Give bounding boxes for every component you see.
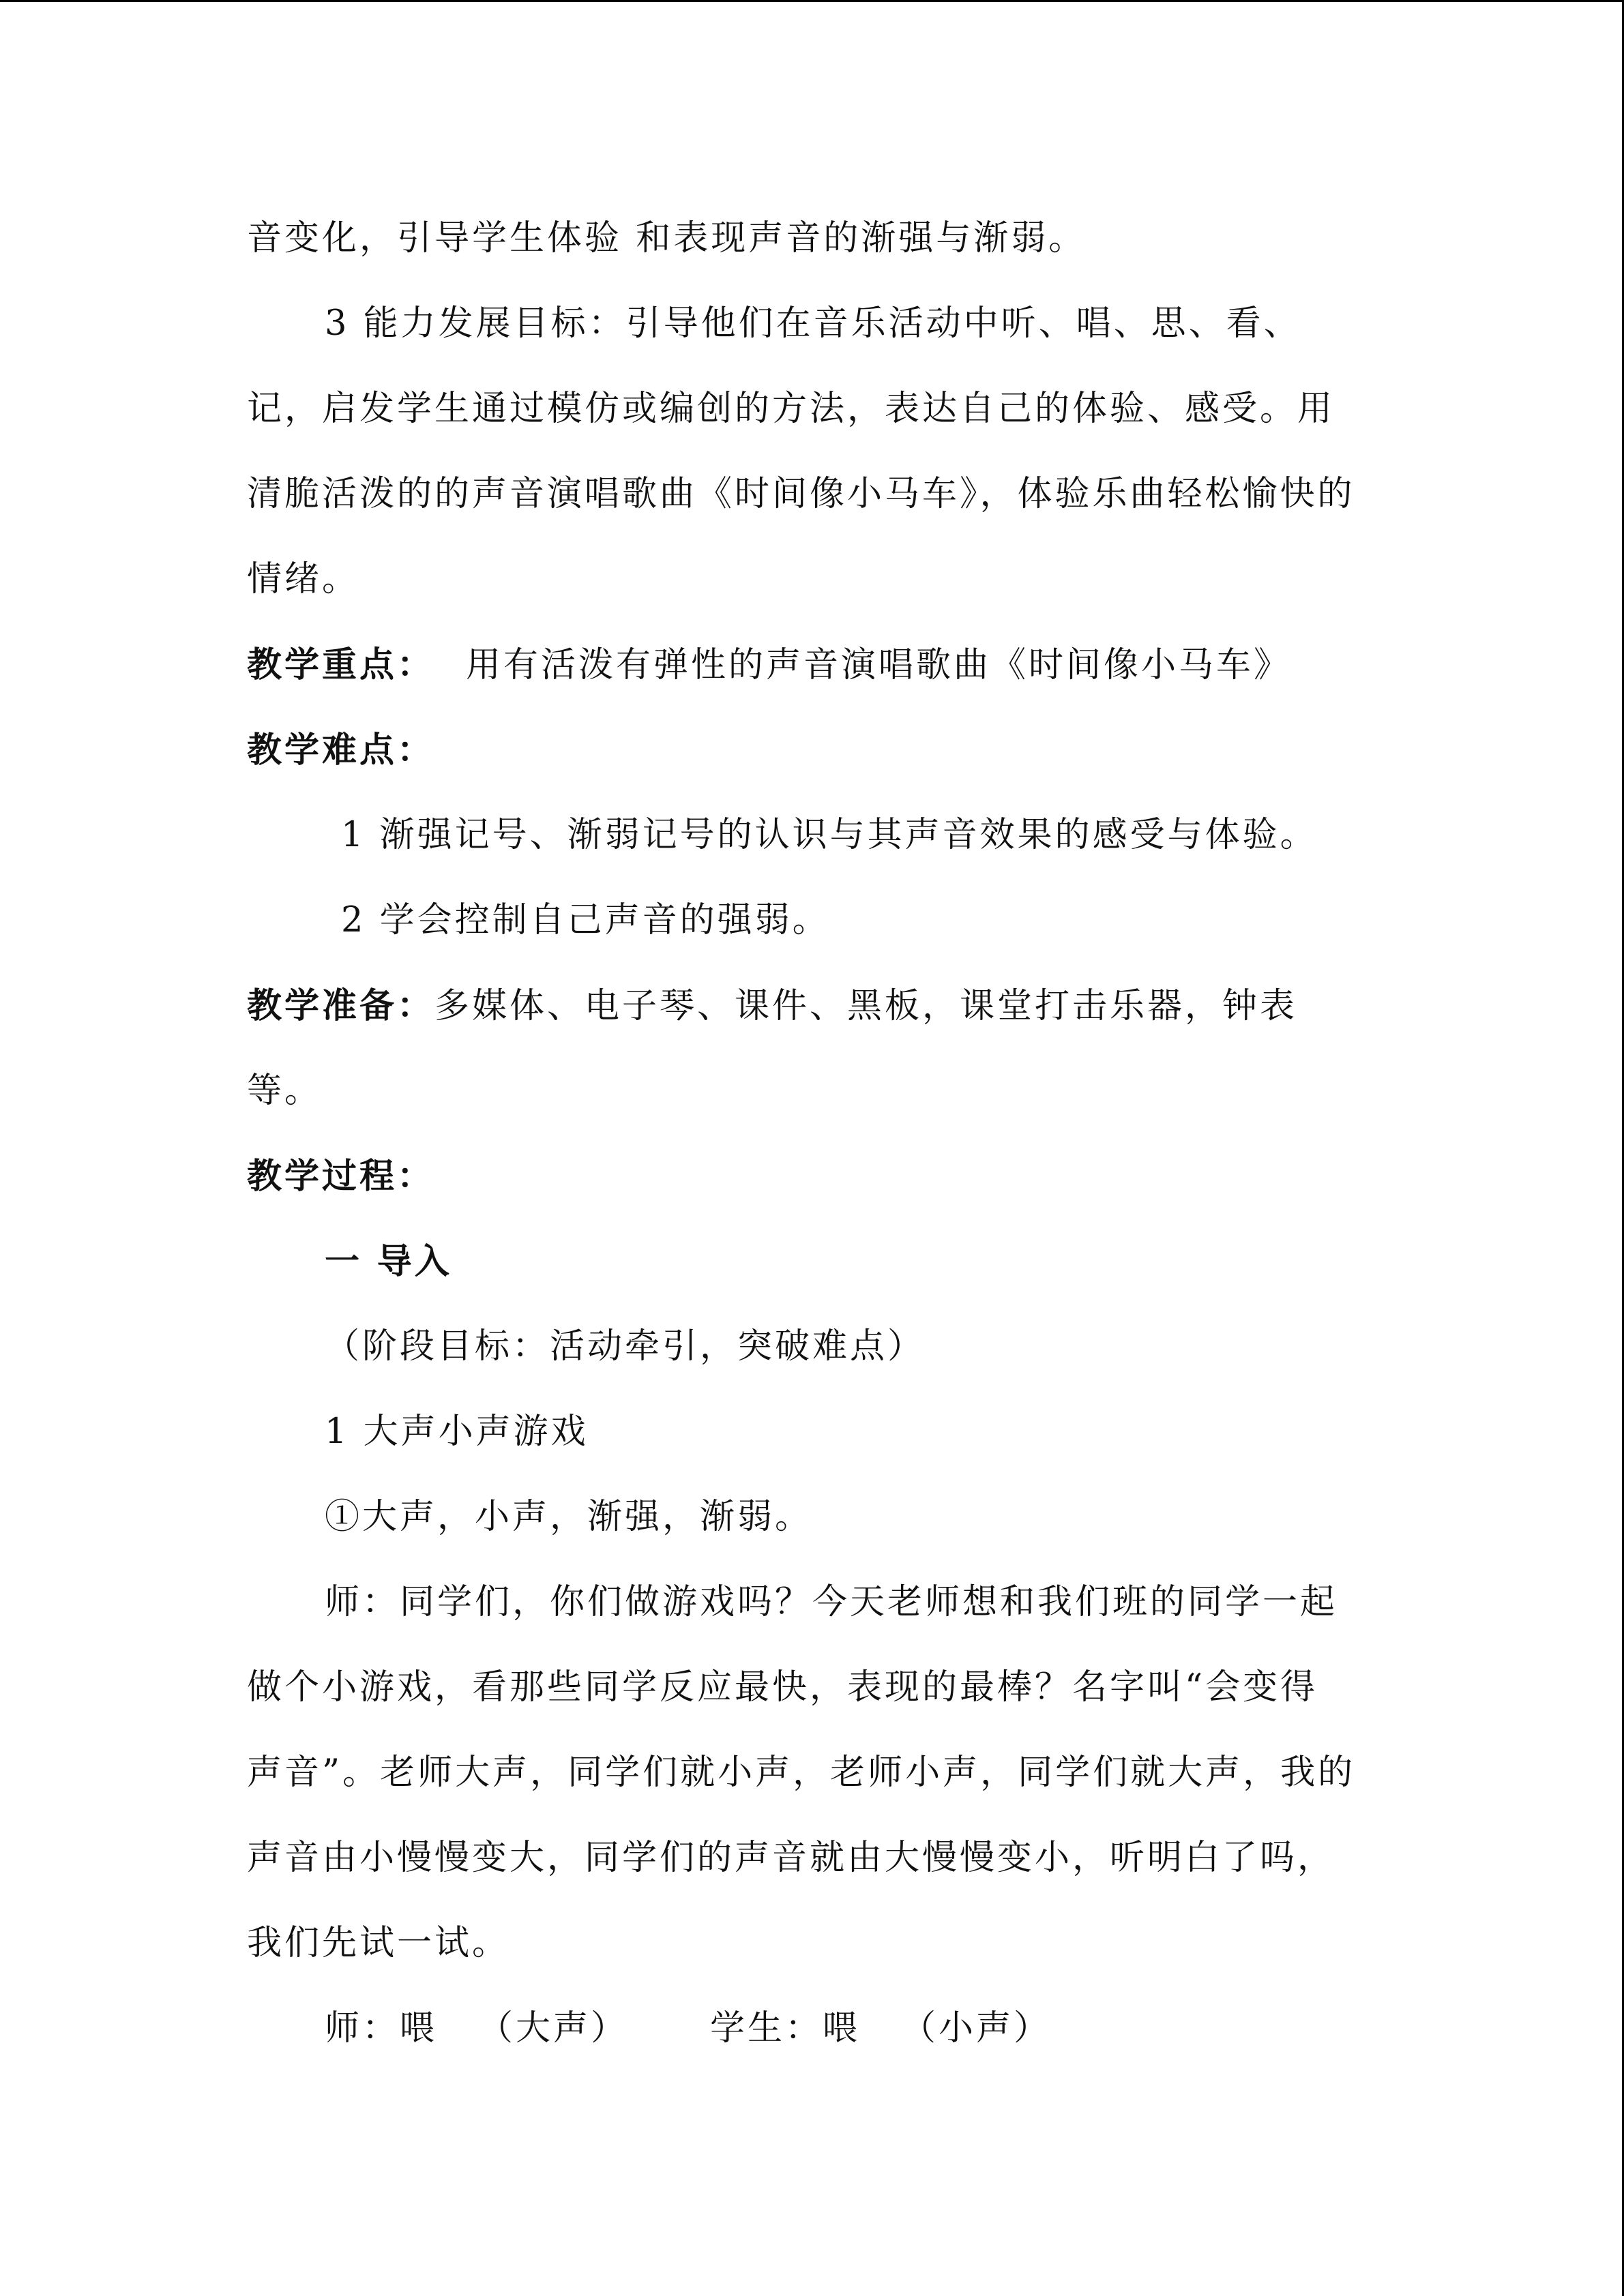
difficult-point-heading: 教学难点：: [247, 730, 435, 771]
difficult-point-item-2: 2 学会控制自己声音的强弱。: [341, 900, 830, 940]
teacher-paragraph-line-2: 做个小游戏，看那些同学反应最快，表现的最棒？名字叫“会变得: [247, 1667, 1318, 1708]
preparation-text-cont: 等。: [247, 1071, 323, 1111]
teacher-paragraph-line-4: 声音由小慢慢变大，同学们的声音就由大慢慢变小，听明白了吗，: [247, 1838, 1335, 1878]
key-point-heading: 教学重点：: [247, 644, 435, 685]
key-point-row: [247, 643, 1291, 687]
key-point-text: 用有活泼有弹性的声音演唱歌曲《时间像小马车》: [466, 645, 1292, 685]
teacher-paragraph-line-3: 声音”。老师大声，同学们就小声，老师小声，同学们就大声，我的: [247, 1753, 1356, 1793]
process-heading: 教学过程：: [247, 1156, 435, 1197]
text-line-1: 音变化，引导学生体验 和表现声音的渐强与渐弱。: [247, 218, 1087, 258]
dialogue-student: 学生：喂: [710, 2008, 861, 2048]
ability-goal-line-2: 记，启发学生通过模仿或编创的方法，表达自己的体验、感受。用: [247, 389, 1335, 429]
difficult-point-item-1: 1 渐强记号、渐弱记号的认识与其声音效果的感受与体验。: [341, 815, 1318, 855]
preparation-heading: 教学准备：: [247, 985, 435, 1026]
ability-goal-line-1: 3 能力发展目标：引导他们在音乐活动中听、唱、思、看、: [325, 303, 1301, 344]
dialogue-teacher-note: （大声）: [478, 2008, 629, 2048]
dialogue-row: [325, 2007, 1051, 2051]
game-item-1: ①大声，小声，渐强，渐弱。: [325, 1497, 813, 1537]
preparation-text: 多媒体、电子琴、课件、黑板，课堂打击乐器，钟表: [434, 986, 1298, 1026]
dialogue-teacher: 师：喂: [325, 2008, 438, 2048]
ability-goal-line-3: 清脆活泼的的声音演唱歌曲《时间像小马车》，体验乐曲轻松愉快的: [247, 474, 1355, 514]
game-title: 1 大声小声游戏: [325, 1412, 589, 1452]
section-1-heading: 一 导入: [325, 1241, 452, 1282]
dialogue-student-note: （小声）: [901, 2008, 1052, 2048]
teacher-paragraph-line-1: 师：同学们，你们做游戏吗？今天老师想和我们班的同学一起: [325, 1582, 1338, 1622]
stage-goal: （阶段目标：活动牵引，突破难点）: [325, 1326, 926, 1367]
page-top-border: [0, 0, 1624, 2]
teacher-paragraph-line-5: 我们先试一试。: [247, 1923, 510, 1963]
ability-goal-line-4: 情绪。: [247, 559, 360, 599]
preparation-row: [247, 984, 1297, 1028]
